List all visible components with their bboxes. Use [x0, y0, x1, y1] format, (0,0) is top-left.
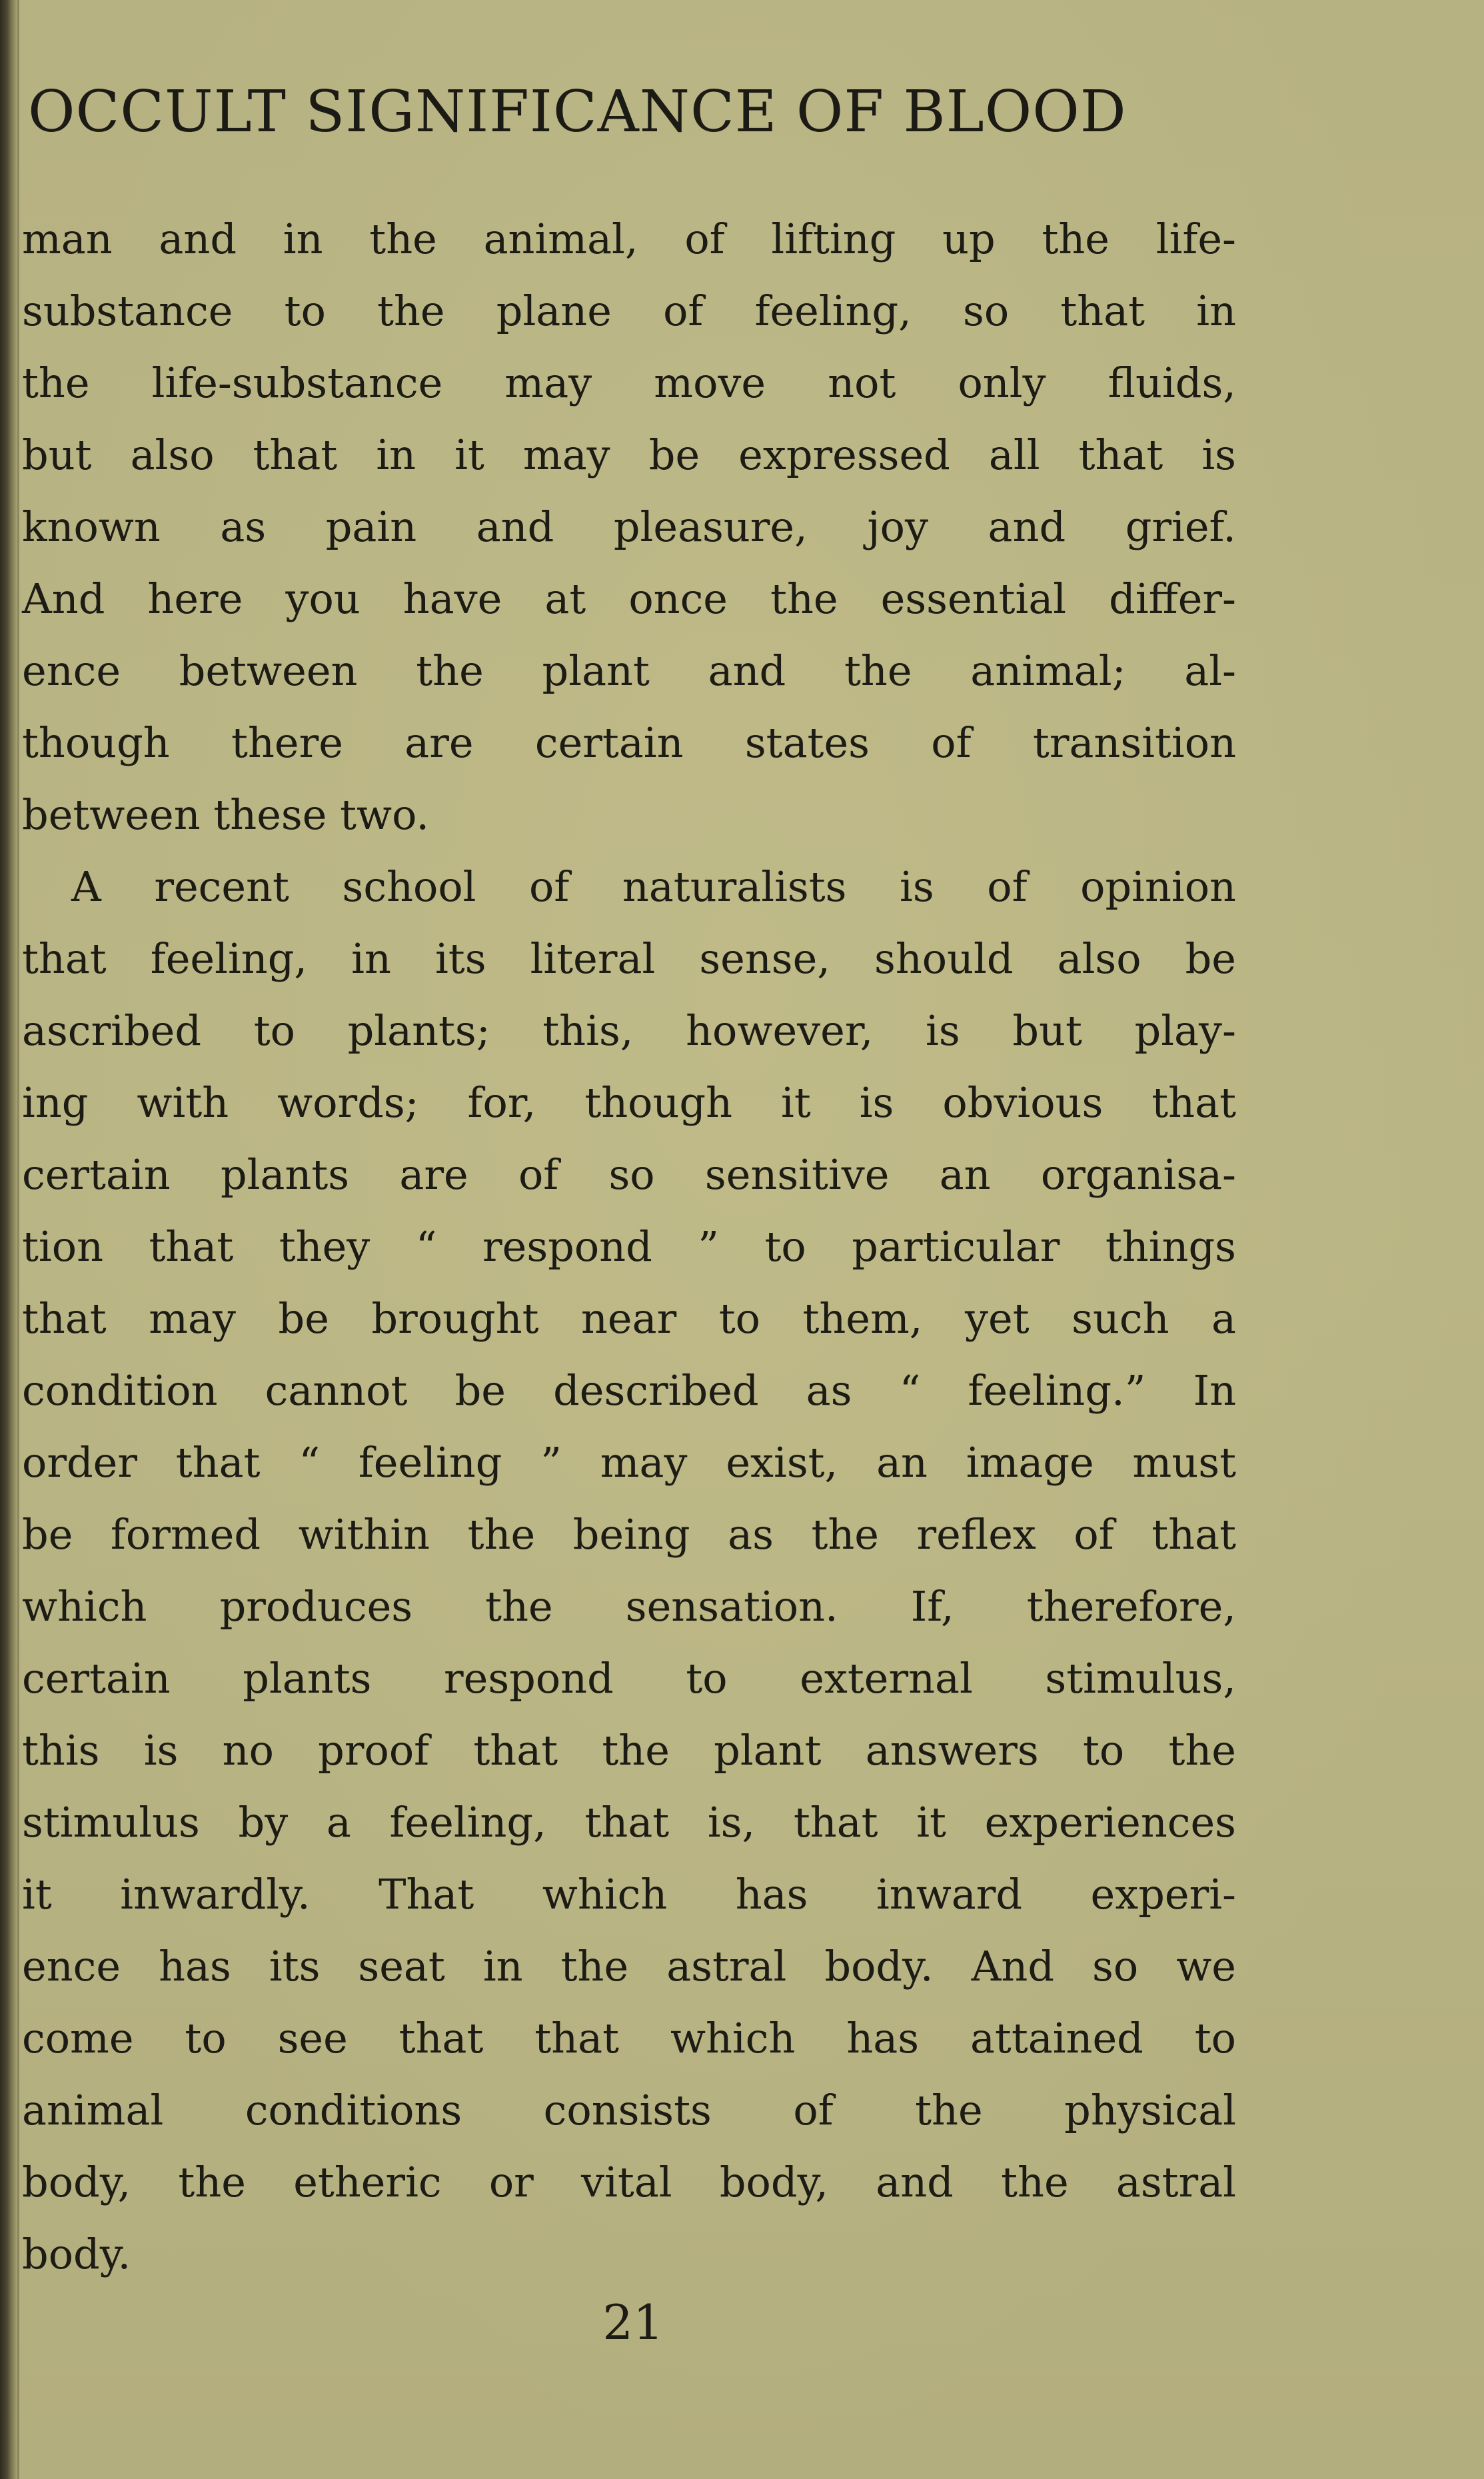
text-line: the life-substance may move not only fluids, — [22, 359, 1236, 407]
text-line: ascribed to plants; this, however, is but play- — [22, 1006, 1236, 1055]
running-head: OCCULT SIGNIFICANCE OF BLOOD — [28, 79, 1127, 145]
body-text — [22, 203, 1236, 2290]
text-line: tion that they “ respond ” to particular things — [22, 1222, 1236, 1271]
text-line: it inwardly. That which has inward experi- — [22, 1870, 1236, 1919]
text-line: ence between the plant and the animal; al- — [22, 646, 1236, 695]
text-line: stimulus by a feeling, that is, that it experiences — [22, 1798, 1236, 1847]
text-line: which produces the sensation. If, therefore, — [22, 1582, 1236, 1631]
text-line: substance to the plane of feeling, so that in — [22, 287, 1236, 335]
text-line: this is no proof that the plant answers to the — [22, 1726, 1236, 1775]
text-line: And here you have at once the essential differ- — [22, 574, 1236, 623]
text-line: A recent school of naturalists is of opinion — [71, 862, 1236, 911]
text-line: certain plants are of so sensitive an organisa- — [22, 1150, 1236, 1199]
text-line: that feeling, in its literal sense, should also be — [22, 934, 1236, 983]
page-binding-edge — [0, 0, 17, 2479]
text-line: body. — [22, 2230, 131, 2278]
text-line: body, the etheric or vital body, and the astral — [22, 2158, 1236, 2206]
text-line: man and in the animal, of lifting up the life- — [22, 215, 1236, 263]
text-line: known as pain and pleasure, joy and grief. — [22, 502, 1236, 551]
text-line: condition cannot be described as “ feeling.” In — [22, 1366, 1236, 1415]
text-line: between these two. — [22, 790, 430, 839]
text-line: but also that in it may be expressed all that is — [22, 430, 1236, 479]
text-line: ing with words; for, though it is obvious that — [22, 1078, 1236, 1127]
binding-gutter-line — [17, 0, 19, 2479]
text-line: come to see that that which has attained to — [22, 2014, 1236, 2063]
text-line: though there are certain states of transition — [22, 718, 1236, 767]
page-number: 21 — [602, 2294, 664, 2350]
text-line: ence has its seat in the astral body. And so we — [22, 1942, 1236, 1991]
text-line: be formed within the being as the reflex of that — [22, 1510, 1236, 1559]
text-line: that may be brought near to them, yet such a — [22, 1294, 1236, 1343]
text-line: certain plants respond to external stimulus, — [22, 1654, 1236, 1703]
text-line: animal conditions consists of the physical — [22, 2086, 1236, 2134]
text-line: order that “ feeling ” may exist, an image must — [22, 1438, 1236, 1487]
